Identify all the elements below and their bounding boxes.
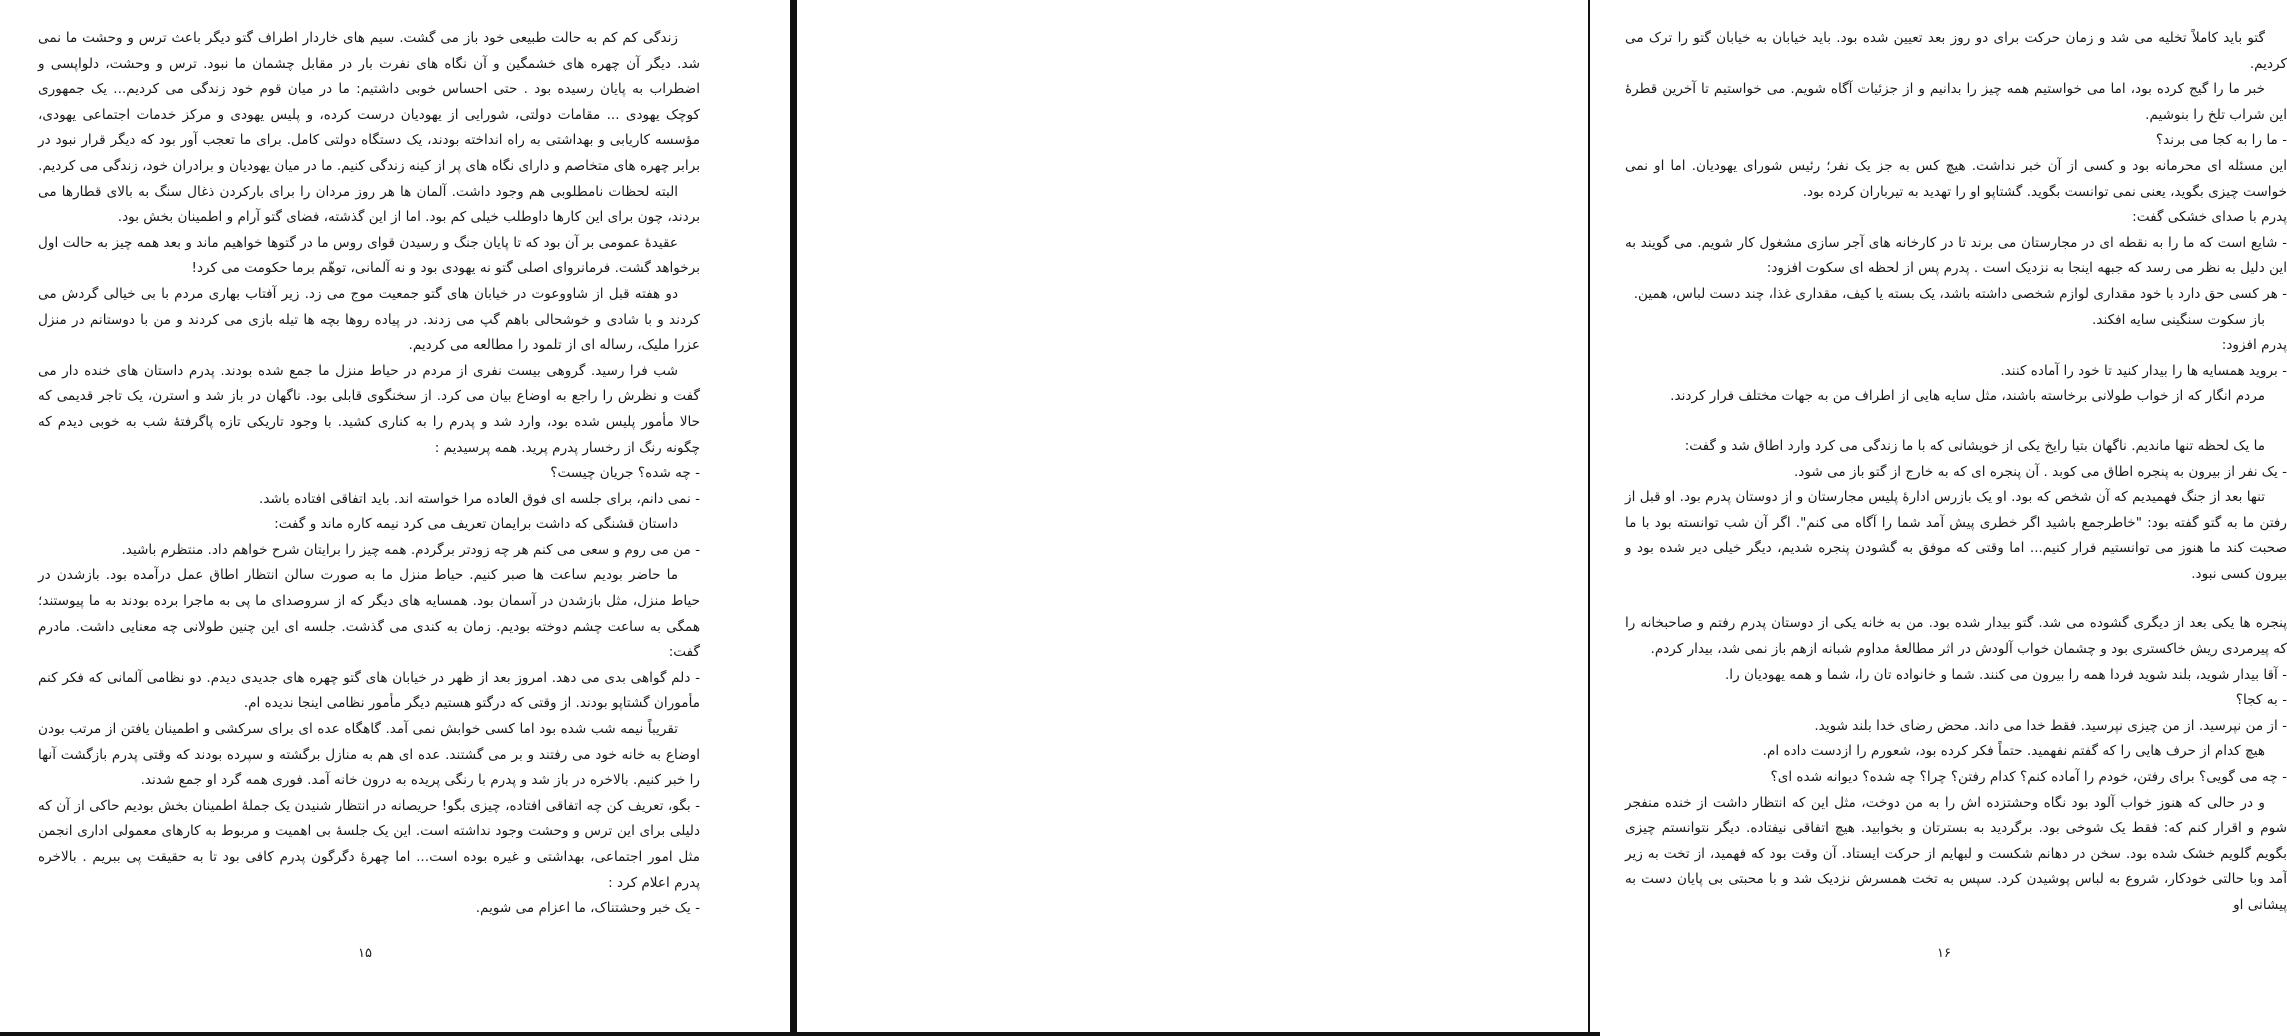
- paragraph: - از من نپرسید. از من چیزی نپرسید. فقط خدا می داند. محض رضای خدا بلند شوید.: [1814, 717, 2287, 734]
- paragraph: - من می روم و سعی می کنم هر چه زودتر برگردم. همه چیز را برایتان شرح خواهم داد. منتظرم باشید.: [121, 541, 700, 558]
- page-gutter-divider: [790, 0, 797, 1036]
- paragraph: - آقا بیدار شوید، بلند شوید فردا همه را بیرون می کنند. شما و خانواده تان را، شما و همه یهودیان را.: [1724, 666, 2287, 683]
- paragraph: گتو باید کاملاً تخلیه می شد و زمان حرکت برای دو روز بعد تعیین شده بود. باید خیابان به خیابان گتو را ترک می کردیم.: [1625, 30, 2287, 72]
- paragraph: و در حالی که هنوز خواب آلود بود نگاه وحشتزده اش را به من دوخت، مثل این که انتظار داشت از خنده منفجر شوم و اقرار کنم که: فقط یک شوخی بود. برگردید به بسترتان و بخوابید. هیچ اتفاقی نیفتاده. دیگر نتوانستم چیزی بگویم گلویم خشک شده بود. سخن در دهانم شکست و لبهایم از حرکت ایستاد. آن وقت بود که فهمید، از تخت به زیر آمد وبا حالتی خودکار، شروع به لباس پوشیدن کرد. سپس به تخت همسرش نزدیک شد و با محبتی بی پایان دست به پیشانی او: [1625, 794, 2287, 913]
- paragraph: باز سکوت سنگینی سایه افکند.: [2092, 311, 2265, 328]
- paragraph: - ما را به کجا می برند؟: [2155, 132, 2287, 149]
- paragraph: داستان قشنگی که داشت برایمان تعریف می کرد نیمه کاره ماند و گفت:: [274, 516, 678, 533]
- paragraph: زندگی کم کم به حالت طبیعی خود باز می گشت. سیم های خاردار اطراف گتو دیگر باعث ترس و وحشت ما نمی شد. دیگر آن چهره های خشمگین و آن نگاه های نفرت بار در مقابل چشمان ما نبود. ترس و وحشت، دلواپسی و اضطراب به پایان رسیده بود . حتی احساس خوبی داشتیم: ما در میان قوم خود زندگی می کردیم... یک جمهوری کوچک یهودی ... مقامات دولتی، شورایی از یهودیان درست کرده، و پلیس یهودی و مرکز خدمات اجتماعی یهودی، مؤسسه کاریابی و بهداشتی به راه انداخته بودند، یک دستگاه دولتی کامل. برای ما تعجب آور بود که دیگر قرار نبود در برابر چهره های متخاصم و دارای نگاه های پر از کینه زندگی کنیم. ما در میان یهودیان و برادران خود، زندگی می کردیم.: [38, 30, 700, 174]
- paragraph: خبر ما را گیج کرده بود، اما می خواستیم همه چیز را بدانیم و از جزئیات آگاه شویم. می خواستیم تا آخرین قطرهٔ این شراب تلخ را بنوشیم.: [1625, 81, 2287, 123]
- right-frame-border: [1588, 0, 1590, 1036]
- bottom-frame-border: [0, 1032, 1600, 1036]
- paragraph: البته لحظات نامطلوبی هم وجود داشت. آلمان ها هر روز مردان را برای بارکردن ذغال سنگ به بالای قطارها می بردند، چون برای این کارها داوطلب خیلی کم بود. اما از این گذشته، فضای گتو آرام و اطمینان بخش بود.: [38, 183, 700, 226]
- paragraph: عقیدهٔ عمومی بر آن بود که تا پایان جنگ و رسیدن قوای روس ما در گتوها خواهیم ماند و بعد همه چیز به حالت اول برخواهد گشت. فرمانروای اصلی گتو نه یهودی بود و نه آلمانی، توهّم برما حکومت می کرد!: [38, 234, 700, 277]
- paragraph: - یک نفر از بیرون به پنجره اطاق می کوبد . آن پنجره ای که به خارج از گتو باز می شود.: [1793, 463, 2287, 480]
- paragraph: دو هفته قبل از شاووعوت در خیابان های گتو جمعیت موج می زد. زیر آفتاب بهاری مردم با بی خیالی گردش می کردند و با شادی و خوشحالی باهم گپ می زدند. در پیاده روها بچه ها تیله بازی می کردند و من با دوستانم در منزل عزرا ملیک، رساله ای از تلمود را مطالعه می کردیم.: [38, 285, 700, 354]
- paragraph: - بگو، تعریف کن چه اتفاقی افتاده، چیزی بگو! حریصانه در انتظار شنیدن یک جملهٔ اطمینان بخش بودیم حاکی از آن که دلیلی برای این ترس و وحشت وجود نداشته است. این یک جلسهٔ بی اهمیت و مربوط به کارهای معمولی اداری انجمن مثل امور اجتماعی، بهداشتی و غیره بوده است... اما چهرهٔ دگرگون پدرم کافی بود تا به حقیقت پی ببریم . بالاخره پدرم اعلام کرد :: [38, 797, 700, 891]
- paragraph: پنجره ها یکی بعد از دیگری گشوده می شد. گتو بیدار شده بود. من به خانه یکی از دوستان پدرم رفتم و صاحبخانه را که پیرمردی ریش خاکستری بود و چشمان خواب آلودش در اثر مطالعهٔ مداوم شبانه ازهم باز نمی شد، بیدار کردم.: [1625, 615, 2287, 658]
- paragraph: تنها بعد از جنگ فهمیدیم که آن شخص که بود. او یک بازرس ادارهٔ پلیس مجارستان و از دوستان پدرم بود. او قبل از رفتن ما به گتو گفته بود: "خاطرجمع باشید اگر خطری پیش آمد شما را آگاه می کنم". اگر آن شب توانسته بود با ما صحبت کند ما هنوز می توانستیم فرار کنیم... اما وقتی که موفق به گشودن پنجره شدیم، دیگر خیلی دیر شده بود و بیرون کسی نبود.: [1625, 489, 2287, 582]
- paragraph: - یک خبر وحشتناک، ما اعزام می شویم.: [475, 900, 700, 917]
- right-page: [797, 0, 2287, 1036]
- paragraph: تقریباً نیمه شب شده بود اما کسی خوابش نمی آمد. گاهگاه عده ای برای سرکشی و اطمینان یافتن از مرتب بودن اوضاع به خانه خود می رفتند و بر می گشتند. عده ای هم به منازل برگشته و سپرده بودند که وقتی پدرم بازگشت آنها را خبر کنیم. بالاخره در باز شد و پدرم با رنگی پریده به درون خانه آمد. فوری همه گرد او جمع شدند.: [38, 721, 700, 789]
- paragraph: ما حاضر بودیم ساعت ها صبر کنیم. حیاط منزل ما به صورت سالن انتظار اطاق عمل درآمده بود. بازشدن در حیاط منزل، مثل بازشدن در آسمان بود. همسایه های دیگر که از سروصدای ما پی به ماجرا برده بودند به ما پیوستند؛ همگی به ساعت چشم دوخته بودیم. زمان به کندی می گذشت. جلسه ای این چنین طولانی چه معنایی داشت. مادرم گفت:: [38, 567, 700, 661]
- paragraph: - هر کسی حق دارد با خود مقداری لوازم شخصی داشته باشد، یک بسته یا کیف، مقداری غذا، چند دست لباس، همین.: [1633, 285, 2287, 302]
- paragraph: - نمی دانم، برای جلسه ای فوق العاده مرا خواسته اند. باید اتفاقی افتاده باشد.: [259, 490, 700, 507]
- paragraph: - شایع است که ما را به نقطه ای در مجارستان می برند تا در کارخانه های آجر سازی مشغول کار شویم. می گویند به این دلیل به نظر می رسد که جبهه اینجا به نزدیک است . پدرم پس از لحظه ای سکوت افزود:: [1625, 234, 2287, 277]
- paragraph: مردم انگار که از خواب طولانی برخاسته باشند، مثل سایه هایی از اطراف من به جهات مختلف فرار کردند.: [1670, 388, 2265, 405]
- left-page-number: ۱۵: [358, 946, 372, 961]
- paragraph: - چه می گویی؟ برای رفتن، خودم را آماده کنم؟ کدام رفتن؟ چرا؟ چه شده؟ دیوانه شده ای؟: [1770, 769, 2287, 786]
- right-page-text: [1625, 26, 2287, 919]
- paragraph: هیچ کدام از حرف هایی را که گفتم نفهمید. حتماً فکر کرده بود، شعورم را ازدست داده ام.: [1762, 743, 2265, 760]
- left-page-text: [38, 26, 700, 922]
- paragraph: - به کجا؟: [2235, 692, 2287, 709]
- paragraph: ما یک لحظه تنها ماندیم. ناگهان بتیا رایخ یکی از خویشانی که با ما زندگی می کرد وارد اطاق شد و گفت:: [1684, 437, 2265, 454]
- paragraph: پدرم با صدای خشکی گفت:: [2132, 209, 2287, 226]
- paragraph: - بروید همسایه ها را بیدار کنید تا خود را آماده کنند.: [2000, 362, 2287, 379]
- right-page-number: ۱۶: [1937, 946, 1951, 961]
- paragraph: - چه شده؟ جریان چیست؟: [550, 465, 700, 482]
- paragraph: شب فرا رسید. گروهی بیست نفری از مردم در حیاط منزل ما جمع شده بودند. پدرم داستان های خنده دار می گفت و نظرش را راجع به اوضاع بیان می کرد. از سخنگوی قابلی بود. ناگهان در باز شد و استرن، یک تاجر قدیمی که حالا مأمور پلیس شده بود، وارد شد و پدرم را به کناری کشید. با وجود تاریکی تازه پاگرفتهٔ شب به خوبی دیدم که چگونه رنگ از رخسار پدرم پرید. همه پرسیدیم :: [38, 362, 700, 456]
- paragraph: - دلم گواهی بدی می دهد. امروز بعد از ظهر در خیابان های گتو چهره های جدیدی دیدم. دو نظامی آلمانی که فکر کنم مأموران گشتاپو بودند. از وقتی که درگتو هستیم دیگر مأمور نظامی اینجا ندیده ام.: [38, 669, 700, 712]
- paragraph: این مسئله ای محرمانه بود و کسی از آن خبر نداشت. هیچ کس به جز یک نفر؛ رئیس شورای یهودیان. اما او نمی خواست چیزی بگوید، یعنی نمی توانست بگوید. گشتاپو او را تهدید به تیرباران کرده بود.: [1625, 157, 2287, 200]
- paragraph: پدرم افزود:: [2221, 337, 2287, 354]
- left-page: [0, 0, 790, 1036]
